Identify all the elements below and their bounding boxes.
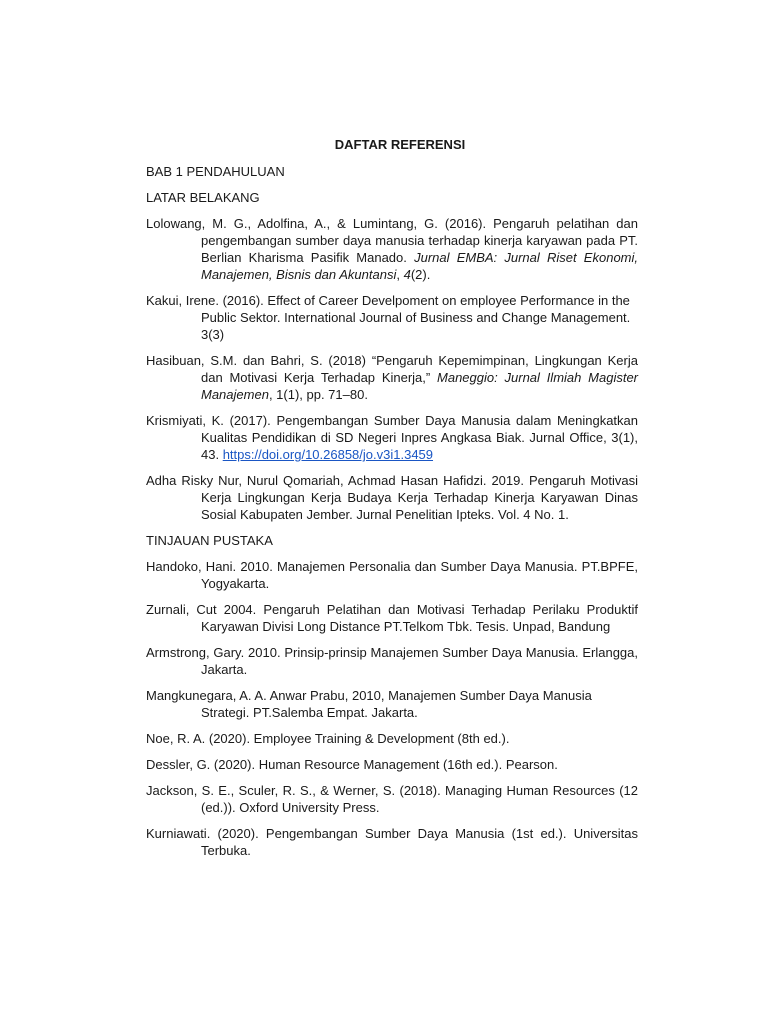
reference-handoko: Handoko, Hani. 2010. Manajemen Personalia dan Sumber Daya Manusia. PT.BPFE, Yogyakarta.: [146, 559, 638, 591]
reference-zurnali: Zurnali, Cut 2004. Pengaruh Pelatihan dan Motivasi Terhadap Perilaku Produktif Karyawan Divisi Long Distance PT.Telkom Tbk. Tesis. Unpad, Bandung: [146, 602, 638, 634]
reference-hasibuan: Hasibuan, S.M. dan Bahri, S. (2018) “Pengaruh Kepemimpinan, Lingkungan Kerja dan Motivasi Kerja Terhadap Kinerja,” Maneggio: Jurnal Ilmiah Magister Manajemen, 1(1), pp. 71–80.: [146, 353, 639, 402]
reference-noe: Noe, R. A. (2020). Employee Training & Development (8th ed.).: [146, 731, 510, 746]
reference-adha: Adha Risky Nur, Nurul Qomariah, Achmad Hasan Hafidzi. 2019. Pengaruh Motivasi Kerja Lingkungan Kerja Budaya Kerja Terhadap Kinerja Karyawan Dinas Sosial Kabupaten Jember. Jurnal Penelitian Ipteks. Vol. 4 No. 1.: [146, 473, 638, 522]
reference-jackson: Jackson, S. E., Sculer, R. S., & Werner, S. (2018). Managing Human Resources (12 (ed.)). Oxford University Press.: [146, 783, 638, 815]
reference-kurniawati: Kurniawati. (2020). Pengembangan Sumber Daya Manusia (1st ed.). Universitas Terbuka.: [146, 826, 638, 858]
reference-krismiyati: Krismiyati, K. (2017). Pengembangan Sumber Daya Manusia dalam Meningkatkan Kualitas Pendidikan di SD Negeri Inpres Angkasa Biak. Jurnal Office, 3(1), 43. https://doi.org/10.26858/jo.v3i1.3459: [146, 413, 638, 462]
document-title: DAFTAR REFERENSI: [334, 137, 466, 152]
reference-dessler: Dessler, G. (2020). Human Resource Management (16th ed.). Pearson.: [146, 757, 558, 772]
heading-tinjauan-pustaka: TINJAUAN PUSTAKA: [146, 533, 273, 548]
heading-bab1: BAB 1 PENDAHULUAN: [146, 164, 285, 179]
heading-latar-belakang: LATAR BELAKANG: [146, 190, 260, 205]
reference-lolowang: Lolowang, M. G., Adolfina, A., & Lumintang, G. (2016). Pengaruh pelatihan dan pengembangan sumber daya manusia terhadap kinerja karyawan pada PT. Berlian Kharisma Pasifik Manado. Jurnal EMBA: Jurnal Riset Ekonomi, Manajemen, Bisnis dan Akuntansi, 4(2).: [146, 216, 638, 282]
reference-mangkunegara: Mangkunegara, A. A. Anwar Prabu, 2010, Manajemen Sumber Daya Manusia Strategi. PT.Salemba Empat. Jakarta.: [146, 688, 592, 720]
doi-link[interactable]: https://doi.org/10.26858/jo.v3i1.3459: [222, 447, 434, 462]
reference-kakui: Kakui, Irene. (2016). Effect of Career Develpoment on employee Performance in the Public Sektor. International Journal of Business and Change Management. 3(3): [146, 293, 631, 342]
reference-armstrong: Armstrong, Gary. 2010. Prinsip-prinsip Manajemen Sumber Daya Manusia. Erlangga, Jakarta.: [146, 645, 638, 677]
